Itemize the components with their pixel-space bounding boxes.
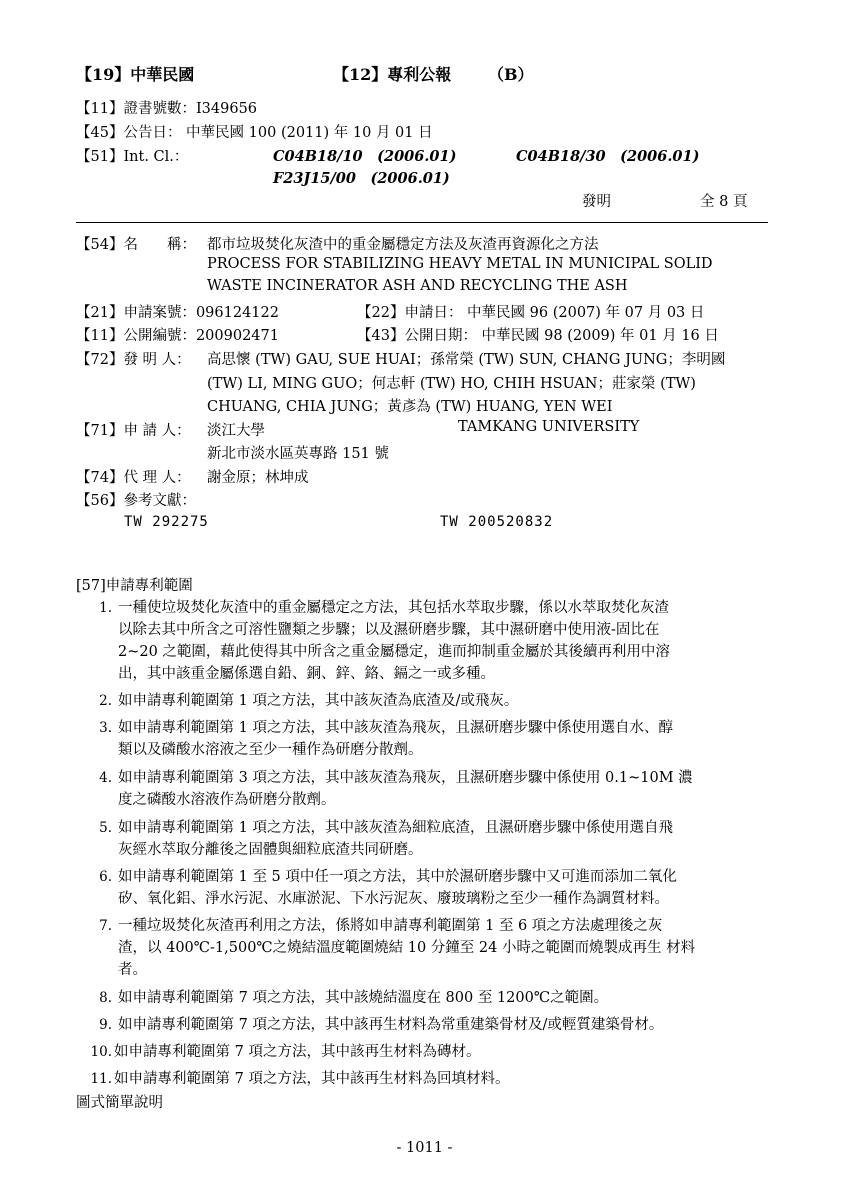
claim-item [84,717,774,761]
inventors-line-2: (TW) LI, MING GUO；何志軒 (TW) HO, CHIH HSUAN；莊家榮 (TW) [207,376,696,392]
kind-code: （B） [488,65,534,84]
claim-line: 如申請專利範圍第 1 項之方法，其中該灰渣為飛灰，且濕研磨步驟中係使用選自水、醇 [118,720,673,736]
claim-item [84,817,774,861]
claim-number: 8. [99,990,112,1006]
claim-line: 2~20 之範圍，藉此使得其中所含之重金屬穩定，進而抑制重金屬於其後續再利用中溶 [118,644,670,660]
claim-number: 4. [99,770,112,786]
certificate-number: 【11】證書號數：I349656 [76,101,258,117]
bulletin-label: 【12】專利公報 [333,65,452,84]
patent-type: 發明 [582,194,611,210]
claim-line: 度之磷酸水溶液作為研磨分散劑。 [118,792,336,808]
inventors-line-1: 高思懷 (TW) GAU, SUE HUAI；孫常榮 (TW) SUN, CHANG JUNG；李明國 [207,352,726,368]
title-chinese: 都市垃圾焚化灰渣中的重金屬穩定方法及灰渣再資源化之方法 [207,237,599,253]
claim-item [84,987,774,1009]
claim-line: 如申請專利範圍第 1 項之方法，其中該灰渣為底渣及/或飛灰。 [118,693,519,709]
claim-number: 6. [99,869,112,885]
ipc-class-3: F23J15/00 (2006.01) [273,170,450,187]
claim-item [84,597,774,685]
application-number: 【21】申請案號：096124122 [76,305,279,321]
claim-number: 7. [99,918,112,934]
references-label: 【56】參考文獻： [76,493,196,509]
claim-line: 一種使垃圾焚化灰渣中的重金屬穩定之方法，其包括水萃取步驟，係以水萃取焚化灰渣 [118,600,669,616]
claim-number: 9. [99,1017,112,1033]
applicant-address: 新北市淡水區英專路 151 號 [207,446,389,462]
claim-item [84,690,774,712]
claim-number: 1. [99,600,112,616]
claim-line: 者。 [118,962,147,978]
header-divider [76,222,768,223]
inventors-line-3: CHUANG, CHIA JUNG；黃彥為 (TW) HUANG, YEN WEI [207,399,613,415]
inventors-label: 【72】發 明 人： [76,352,191,368]
claim-line: 如申請專利範圍第 1 項之方法，其中該灰渣為細粒底渣，且濕研磨步驟中係使用選自飛 [118,820,673,836]
claim-line: 渣，以 400℃-1,500℃之燒結溫度範圍燒結 10 分鐘至 24 小時之範圍而燒製成再生 材料 [118,940,696,956]
claim-item [84,767,774,811]
drawings-heading: 圖式簡單說明 [76,1095,163,1111]
page-number: - 1011 - [396,1140,453,1156]
title-label: 【54】名 稱： [76,237,196,253]
claim-line: 一種垃圾焚化灰渣再利用之方法，係將如申請專利範圍第 1 至 6 項之方法處理後之灰 [118,918,663,934]
claim-line: 如申請專利範圍第 7 項之方法，其中該再生材料為常重建築骨材及/或輕質建築骨材。 [118,1017,664,1033]
claim-line: 如申請專利範圍第 7 項之方法，其中該燒結溫度在 800 至 1200℃之範圍。 [118,990,609,1006]
title-english-line-1: PROCESS FOR STABILIZING HEAVY METAL IN MUNICIPAL SOLID [207,256,713,272]
claim-line: 如申請專利範圍第 1 至 5 項中任一項之方法，其中於濕研磨步驟中又可進而添加二氧化 [118,869,677,885]
int-cl-label: 【51】Int. Cl.： [76,149,189,165]
claim-number: 3. [99,720,112,736]
publication-number: 【11】公開編號：200902471 [76,328,279,344]
page-count: 全 8 頁 [700,194,748,210]
claim-line: 類以及磷酸水溶液之至少一種作為研磨分散劑。 [118,742,423,758]
claim-line: 出，其中該重金屬係選自鉛、銅、鋅、鉻、鎘之一或多種。 [118,666,495,682]
claim-item [84,1068,774,1090]
applicant-name-english: TAMKANG UNIVERSITY [458,419,640,435]
claim-item [84,915,774,981]
claim-number: 10. [90,1044,112,1060]
claim-line: 灰經水萃取分離後之固體與細粒底渣共同研磨。 [118,842,423,858]
claim-number: 11. [90,1071,112,1087]
ipc-class-1: C04B18/10 (2006.01) [273,148,457,165]
claim-line: 如申請專利範圍第 7 項之方法，其中該再生材料為回填材料。 [114,1071,510,1087]
agent-names: 謝金原；林坤成 [207,470,309,486]
claim-line: 如申請專利範圍第 3 項之方法，其中該灰渣為飛灰，且濕研磨步驟中係使用 0.1~10M 濃 [118,770,693,786]
country-label: 【19】中華民國 [76,65,195,84]
claims-heading: [57]申請專利範圍 [76,578,193,594]
reference-item-1: TW 292275 [124,514,209,530]
claim-item [84,1014,774,1036]
claim-number: 2. [99,693,112,709]
claim-number: 5. [99,820,112,836]
claim-item [84,1041,774,1063]
agent-label: 【74】代 理 人： [76,470,191,486]
title-english-line-2: WASTE INCINERATOR ASH AND RECYCLING THE ASH [207,278,628,294]
claim-item [84,866,774,910]
reference-item-2: TW 200520832 [440,514,554,530]
publication-date: 【43】公開日期： 中華民國 98 (2009) 年 01 月 16 日 [357,328,719,344]
applicant-name-chinese: 淡江大學 [207,423,265,439]
applicant-label: 【71】申 請 人： [76,423,191,439]
application-date: 【22】申請日： 中華民國 96 (2007) 年 07 月 03 日 [357,305,705,321]
claim-line: 如申請專利範圍第 7 項之方法，其中該再生材料為磚材。 [114,1044,481,1060]
claim-line: 矽、氧化鋁、淨水污泥、水庫淤泥、下水污泥灰、廢玻璃粉之至少一種作為調質材料。 [118,891,669,907]
ipc-class-2: C04B18/30 (2006.01) [516,148,700,165]
announcement-date: 【45】公告日： 中華民國 100 (2011) 年 10 月 01 日 [76,125,433,141]
claim-line: 以除去其中所含之可溶性鹽類之步驟；以及濕研磨步驟，其中濕研磨中使用液-固比在 [118,622,660,638]
